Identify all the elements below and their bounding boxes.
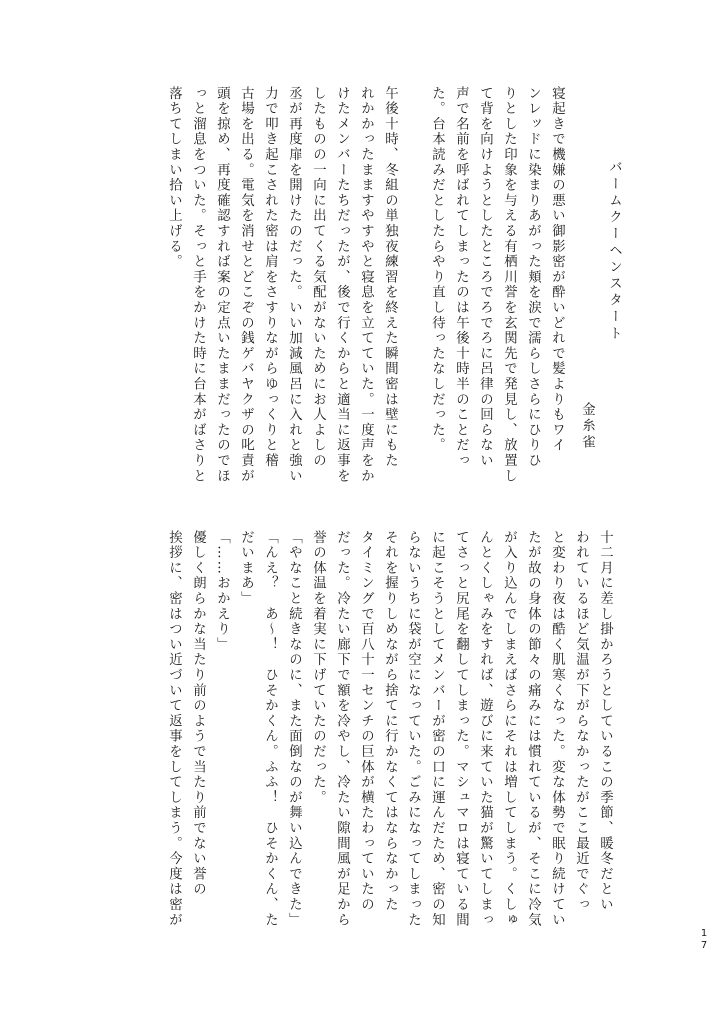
text-line: タイミングで百八十一センチの巨体が横たわっていたの — [358, 530, 374, 913]
text-line: 挨拶に、密はつい近づいて返事をしてしまう。今度は密が — [166, 530, 182, 928]
text-line: 頭を掠め、再度確認すれば案の定点いたままだったのでほ — [214, 86, 230, 484]
text-line: 誉の体温を着実に下げていたのだった。 — [310, 530, 326, 806]
text-line: それを握りしめながら捨てに行かなくてはならなかった — [382, 530, 398, 913]
text-line: っと溜息をついた。そっと手をかけた時に台本がばさりと — [190, 86, 206, 484]
text-line: りとした印象を与える有栖川誉を玄関先で発見し、放置し — [501, 86, 517, 484]
text-line: われているほど気温が下がらなかったがここ最近でぐっ — [573, 530, 589, 913]
text-line: と変わり夜は酷く肌寒くなった。変な体勢で眠り続けてい — [549, 530, 565, 928]
text-line: に起こそうとしてメンバーが密の口に運んだため、密の知 — [429, 530, 445, 928]
text-line: だった。冷たい廊下で額を冷やし、冷たい隙間風が足から — [334, 530, 350, 928]
text-line: 丞が再度扉を開けたのだった。いい加減風呂に入れと強い — [286, 86, 302, 484]
text-line: けたメンバーたちだったが、後で行くからと適当に返事を — [334, 86, 350, 484]
text-line: が入り込んでしまえばさらにそれは増してしまう。くしゅ — [501, 530, 517, 928]
text-line: 力で叩き起こされた密は肩をさすりながらゆっくりと稽 — [262, 86, 278, 469]
text-line: 寝起きで機嫌の悪い御影密が酔いどれで髪よりもワイ — [549, 86, 565, 454]
text-line: れかかったまますやすやと寝息を立てていた。一度声をか — [358, 86, 374, 484]
text-line: たが故の身体の節々の痛みには慣れているが、そこに冷気 — [525, 530, 541, 928]
text-line: て背を向けようとしたところでろでろに呂律の回らない — [477, 86, 493, 469]
text-line: らないうちに袋が空になっていた。ごみになってしまった — [405, 530, 421, 928]
text-line: てさっと尻尾を翻してしまった。マシュマロは寝ている間 — [453, 530, 469, 928]
text-line: 午後十時、冬組の単独夜練習を終えた瞬間密は壁にもた — [382, 86, 398, 469]
text-line: 声で名前を呼ばれてしまったのは午後十時半のことだっ — [453, 86, 469, 469]
text-line: 古場を出る。電気を消せとどこぞの銭ゲバヤクザの叱責が — [238, 86, 254, 484]
text-line: 「……おかえり」 — [214, 530, 230, 653]
page-number: 17 — [700, 928, 708, 951]
text-line: したものの一向に出てくる気配がないためにお人よしの — [310, 86, 326, 469]
text-line: だいまあ」 — [238, 530, 254, 607]
text-line: た。台本読みだとしたらやり直し待ったなしだった。 — [429, 86, 445, 454]
text-line: 十二月に差し掛かろうとしているこの季節、暖冬だとい — [597, 530, 613, 913]
story-author: 金糸雀 — [579, 402, 595, 452]
story-title: バームクーヘンスタート — [606, 160, 622, 343]
text-line: んとくしゃみをすれば、遊びに来ていた猫が驚いてしまっ — [477, 530, 493, 928]
text-line: 優しく朗らかな当たり前のようで当たり前でない誉の — [190, 530, 206, 898]
text-line: 「やなこと続きなのに、また面倒なのが舞い込んできた」 — [286, 530, 302, 928]
text-line: 「んえ？ あ～！ ひそかくん。ふふ！ ひそかくん、た — [262, 530, 278, 928]
text-line: 落ちてしまい拾い上げる。 — [166, 86, 182, 270]
text-line: ンレッドに染まりあがった頬を涙で濡らしさらにひりひ — [525, 86, 541, 469]
